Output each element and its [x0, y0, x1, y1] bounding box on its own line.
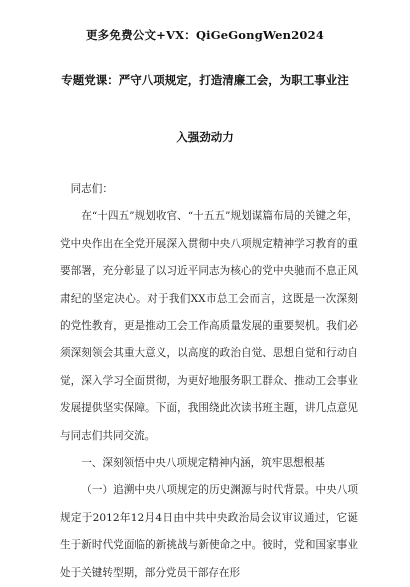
- subsection-paragraph: （一）追溯中央八项规定的历史渊源与时代背景。中央八项规定于2012年12月4日由中共中央政治局会议审议通过，它诞生于新时代党面临的新挑战与新使命之中。彼时，党和国家事业处于关键转型期，部分党员干部存在形: [60, 484, 358, 579]
- body-paragraph: 在“十四五”规划收官、“十五五”规划谋篇布局的关键之年，党中央作出在全党开展深入贯彻中央八项规定精神学习教育的重要部署，充分彰显了以习近平同志为核心的党中央驰而不息正风肃纪的坚定决心。对于我们XX市总工会而言，这既是一次深刻的党性教育，更是推动工会工作高质量发展的重要契机。我们必须深刻领会其重大意义，以高度的政治自觉、思想自觉和行动自觉，深入学习全面贯彻，为更好地服务职工群众、推动工会事业发展提供坚实保障。下面，我围绕此次读书班主题，讲几点意见与同志们共同交流。: [60, 210, 358, 442]
- salutation: 同志们：: [70, 183, 113, 195]
- document-title-line-1: 专题党课：严守八项规定，打造清廉工会，为职工事业注: [61, 73, 349, 87]
- promo-header: 更多免费公文+VX：QiGeGongWen2024: [85, 28, 325, 42]
- document-title-line-2: 入强劲动力: [176, 130, 234, 144]
- document-body: [60, 176, 358, 587]
- section-heading: 一、深刻领悟中央八项规定精神内涵，筑牢思想根基: [81, 457, 325, 470]
